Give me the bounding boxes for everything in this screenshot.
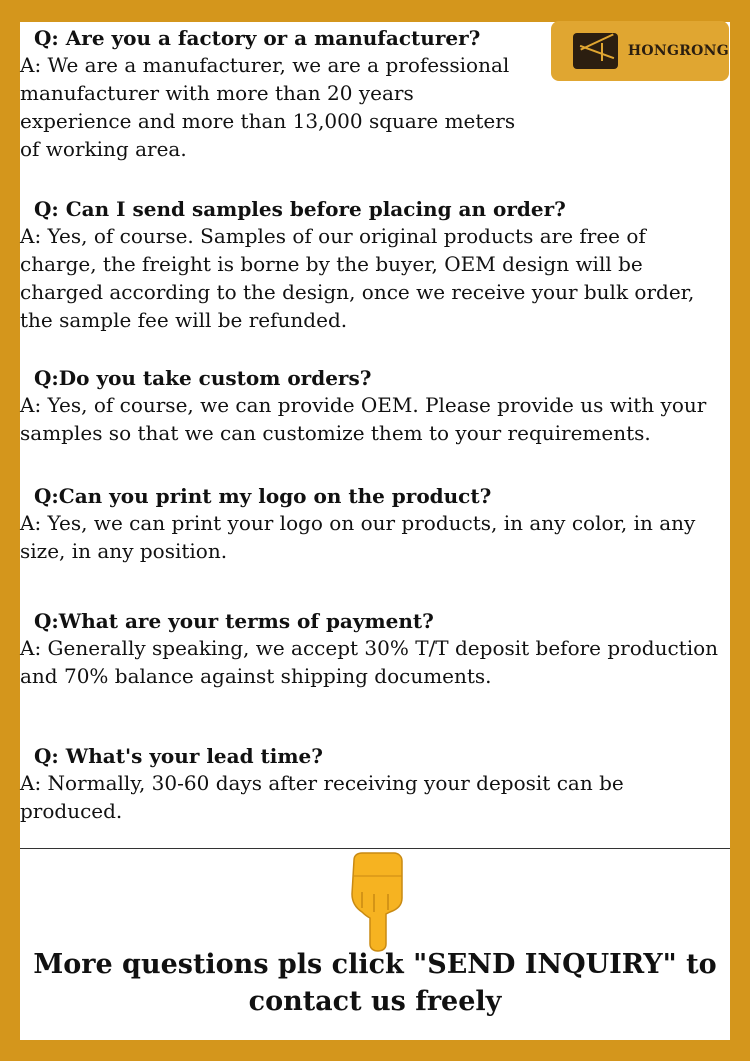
faq-question: Q: Are you a factory or a manufacturer? [34,26,481,50]
faq-item-5 [20,608,730,690]
faq-answer: A: Generally speaking, we accept 30% T/T deposit before production and 70% balance against shipping documents. [20,636,719,688]
faq-answer: A: Yes, of course, we can provide OEM. Please provide us with your samples so that we can customize them to your requirements. [20,393,707,445]
faq-item-4 [20,483,730,565]
divider [20,848,730,849]
faq-answer: A: We are a manufacturer, we are a professional manufacturer with more than 20 years experience and more than 13,000 square meters of working area. [20,53,516,161]
faq-answer: A: Yes, we can print your logo on our products, in any color, in any size, in any position. [20,511,696,563]
faq-question: Q: Can I send samples before placing an order? [34,197,566,221]
faq-item-1 [20,25,530,163]
faq-answer: A: Yes, of course. Samples of our original products are free of charge, the freight is borne by the buyer, OEM design will be charged according to the design, once we receive your bulk order, the sample fee will be refunded. [20,224,695,332]
logo-mark-icon [573,33,618,69]
logo-text: HONGRONG [627,43,729,59]
faq-question: Q:Do you take custom orders? [34,366,372,390]
faq-item-6 [20,743,730,825]
faq-item-3 [20,365,730,447]
faq-question: Q:Can you print my logo on the product? [34,484,492,508]
cta-text: More questions pls click "SEND INQUIRY" to contact us freely [33,949,717,1017]
brand-logo [551,21,729,81]
faq-answer: A: Normally, 30-60 days after receiving your deposit can be produced. [20,771,624,823]
faq-question: Q:What are your terms of payment? [34,609,434,633]
pointing-hand-down-icon [348,852,406,952]
faq-item-2 [20,196,730,334]
faq-question: Q: What's your lead time? [34,744,323,768]
content-panel [20,22,730,1040]
